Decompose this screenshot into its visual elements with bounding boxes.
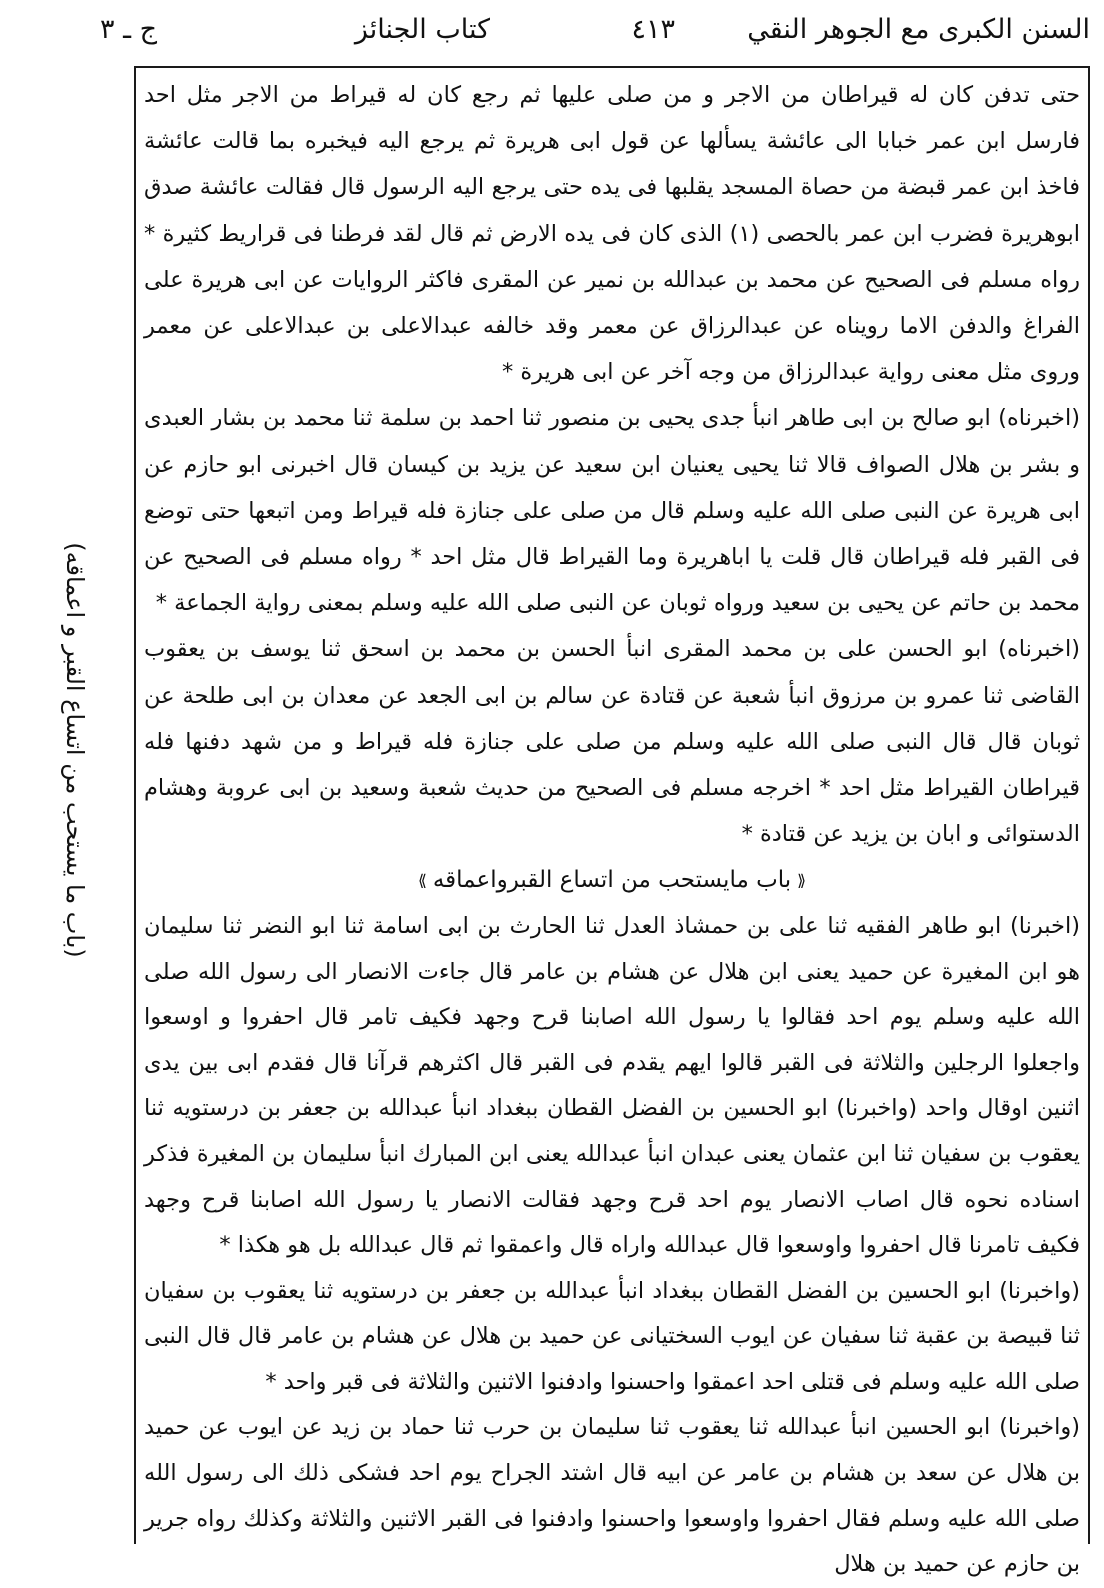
- paragraph-4: (اخبرنا) ابو طاهر الفقيه ثنا على بن حمشاذ العدل ثنا الحارث بن ابى اسامة ثنا ابو النضر ثنا سليمان هو ابن المغيرة عن حميد يعنى ابن هلال عن هشام بن عامر قال جاءت الانصار الى رسول الله صلى الله عليه وسلم يوم احد فقالوا يا رسول الله اصابنا قرح وجهد فكيف تامر قال احفروا و اوسعوا واجعلوا الرجلين والثلاثة فى القبر قالوا ايهم يقدم فى القبر قال اكثرهم قرآنا قال فقدم ابى بين يدى اثنين اوقال واحد (واخبرنا) ابو الحسين بن الفضل القطان ببغداد انبأ عبدالله بن جعفر بن درستويه ثنا يعقوب بن سفيان ثنا ابن عثمان يعنى عبدان انبأ عبدالله يعنى ابن المبارك انبأ سليمان بن المغيرة فذكر اسناده نحوه قال اصاب الانصار يوم احد قرح وجهد فقالت الانصار يا رسول الله اصابنا قرح وجهد فكيف تامرنا قال احفروا واوسعوا قال عبدالله واراه قال واعمقوا ثم قال عبدالله بل هو هكذا *: [144, 912, 1080, 1259]
- margin-note-text: (باب ما يستحب من اتساع القبر و اعماقه): [61, 542, 89, 958]
- volume-number: ج ـ ٣: [100, 14, 158, 45]
- marginal-heading-note: [30, 542, 120, 958]
- paragraph-1: حتى تدفن كان له قيراطان من الاجر و من صلى عليها ثم رجع كان له قيراط من الاجر مثل احد فارسل ابن عمر خبابا الى عائشة يسألها عن قول ابى هريرة ثم يرجع اليه فيخبره بما قالت عائشة فاخذ ابن عمر قبضة من حصاة المسجد يقلبها فى يده حتى يرجع اليه الرسول قال فقالت عائشة صدق ابوهريرة فضرب ابن عمر بالحصى (١) الذى كان فى يده الارض ثم قال لقد فرطنا فى قراريط كثيرة * رواه مسلم فى الصحيح عن محمد بن عبدالله بن نمير عن المقرى فاكثر الروايات عن ابى هريرة على الفراغ والدفن الاما رويناه عن عبدالرزاق عن معمر وقد خالفه عبدالاعلى بن عبدالاعلى عن معمر وروى مثل معنى رواية عبدالرزاق من وجه آخر عن ابى هريرة *: [144, 82, 1080, 386]
- text-frame: [134, 66, 1090, 1578]
- running-header: [100, 6, 1090, 64]
- chapter-title: كتاب الجنائز: [354, 14, 490, 45]
- ornament-icon: ⟫: [417, 870, 427, 890]
- paragraph-5: (واخبرنا) ابو الحسين بن الفضل القطان ببغداد انبأ عبدالله بن جعفر بن درستويه ثنا يعقوب بن سفيان ثنا قبيصة بن عقبة ثنا سفيان عن ايوب السختيانى عن حميد بن هلال عن هشام بن عامر قال قال النبى صلى الله عليه وسلم فى قتلى احد اعمقوا واحسنوا وادفنوا الاثنين والثلاثة فى قبر واحد *: [144, 1277, 1080, 1395]
- page-number: ٤١٣: [631, 14, 675, 45]
- ornament-icon: ⟪: [797, 870, 807, 890]
- main-text: [144, 72, 1080, 1588]
- paragraph-6: (واخبرنا) ابو الحسين انبأ عبدالله ثنا يعقوب ثنا سليمان بن حرب ثنا حماد بن زيد عن ايوب عن حميد بن هلال عن سعد بن هشام بن عامر عن ابيه قال اشتد الجراح يوم احد فشكى ذلك الى رسول الله صلى الله عليه وسلم فقال احفروا واوسعوا واحسنوا وادفنوا فى القبر الاثنين والثلاثة وكذلك رواه جرير بن حازم عن حميد بن هلال: [144, 1414, 1080, 1578]
- paragraph-3: (اخبرناه) ابو الحسن على بن محمد المقرى انبأ الحسن بن محمد بن اسحق ثنا يوسف بن يعقوب القاضى ثنا عمرو بن مرزوق انبأ شعبة عن قتادة عن سالم بن ابى الجعد عن معدان بن ابى طلحة عن ثوبان قال قال النبى صلى الله عليه وسلم من صلى على جنازة فله قيراط و من شهد دفنها فله قيراطان القيراط مثل احد * اخرجه مسلم فى الصحيح من حديث شعبة وسعيد بن ابى عروبة وهشام الدستوائى و ابان بن يزيد عن قتادة *: [144, 636, 1080, 848]
- section-heading: باب مايستحب من اتساع القبرواعماقه: [432, 867, 792, 894]
- paragraph-2: (اخبرناه) ابو صالح بن ابى طاهر انبأ جدى يحيى بن منصور ثنا احمد بن سلمة ثنا محمد بن بشار العبدى و بشر بن هلال الصواف قالا ثنا يحيى يعنيان ابن سعيد عن يزيد بن كيسان قال اخبرنى ابو حازم عن ابى هريرة عن النبى صلى الله عليه وسلم قال من صلى على جنازة فله قيراط ومن اتبعها حتى توضع فى القبر فله قيراطان قال قلت يا اباهريرة وما القيراط قال مثل احد * رواه مسلم فى الصحيح عن محمد بن حاتم عن يحيى بن سعيد ورواه ثوبان عن النبى صلى الله عليه وسلم بمعنى رواية الجماعة *: [144, 405, 1080, 617]
- book-title: السنن الكبرى مع الجوهر النقي: [747, 14, 1090, 45]
- section-heading-line: [144, 857, 1080, 904]
